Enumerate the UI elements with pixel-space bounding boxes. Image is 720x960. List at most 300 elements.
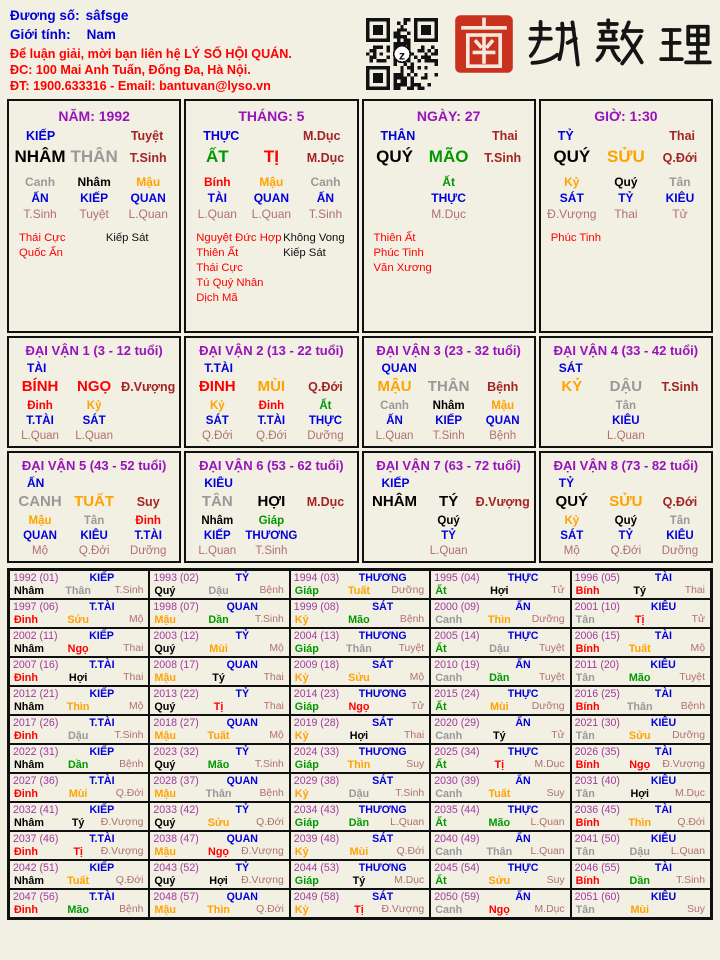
year-cell-top: [153, 572, 285, 584]
year-cell-bottom: [153, 788, 285, 800]
year-god-label: TÀI: [654, 630, 672, 642]
year-cell-top: [13, 804, 145, 816]
hidden-stem-column: [13, 514, 67, 559]
year-cell-bottom: [153, 817, 285, 829]
year-cell: [430, 657, 570, 686]
year-stem: Nhâm: [14, 875, 44, 887]
year-cell-top: [575, 891, 707, 903]
dai-van-title: ĐẠI VẬN 1 (3 - 12 tuổi): [25, 343, 163, 358]
year-cell-top: [434, 746, 566, 758]
dai-van-box: [7, 336, 181, 448]
year-cell-bottom: [434, 759, 566, 771]
year-god-label: QUAN: [226, 659, 258, 671]
hidden-stem: Tân: [669, 175, 691, 189]
dai-van-stage: Đ.Vượng: [121, 380, 176, 394]
dai-van-branch: THÂN: [427, 378, 470, 395]
year-cell: [430, 686, 570, 715]
year-cell-bottom: [13, 585, 145, 597]
year-stage: Suy: [687, 904, 705, 915]
person-name-line: [10, 8, 366, 23]
year-god-label: KIẾP: [89, 572, 115, 584]
hidden-stem-stage: Q.Đới: [202, 429, 233, 442]
four-pillars-section: [0, 99, 720, 333]
year-stage: T.Sinh: [114, 730, 144, 741]
year-cell-top: [153, 775, 285, 787]
hidden-stem-column: [244, 514, 298, 559]
hidden-stem-column: [422, 174, 476, 223]
pillar-title: NGÀY: 27: [416, 108, 481, 124]
year-god-label: SÁT: [372, 717, 394, 729]
dai-van-main-row: [541, 375, 711, 395]
year-cell-top: [434, 630, 566, 642]
year-stem: Mậu: [154, 672, 176, 684]
brand-seal-nam-icon: [454, 14, 514, 74]
hidden-stem-god: T.TÀI: [26, 414, 54, 427]
year-cell-bottom: [434, 585, 566, 597]
year-stem: Canh: [435, 846, 463, 858]
pillar-stage-top: Tuyệt: [130, 129, 164, 143]
year-cell-bottom: [434, 846, 566, 858]
star-item: Phúc Tinh: [550, 231, 601, 244]
year-label: 2040 (49): [434, 833, 480, 845]
year-branch: Sửu: [348, 672, 370, 684]
year-god-label: KIẾP: [89, 630, 114, 642]
year-cell: [149, 831, 289, 860]
dai-van-god-row: [9, 473, 179, 490]
year-stem: Giáp: [294, 585, 319, 597]
year-stem: Canh: [435, 904, 463, 916]
year-cell-bottom: [575, 672, 707, 684]
year-branch: Tý: [352, 875, 366, 887]
year-stem: Bính: [575, 759, 600, 771]
year-god-label: TỶ: [235, 630, 250, 642]
pillar-stage-top: Thai: [669, 129, 695, 143]
year-god-label: ẤN: [515, 891, 531, 903]
year-grid: [7, 568, 713, 920]
year-cell-top: [13, 891, 145, 903]
hidden-stem-god: KIÊU: [665, 191, 695, 206]
dai-van-branch: HỢI: [257, 493, 286, 510]
stars-section: [541, 223, 711, 247]
year-branch: Ngọ: [67, 643, 89, 655]
year-branch: Mão: [348, 614, 370, 626]
year-stem: Ất: [435, 585, 447, 597]
gender-line: [10, 27, 366, 42]
year-cell: [9, 715, 149, 744]
hidden-stem-column: [190, 174, 244, 223]
year-cell: [571, 599, 711, 628]
year-cell-bottom: [294, 643, 426, 655]
year-god-label: THỰC: [507, 804, 539, 816]
year-label: 2012 (21): [13, 688, 59, 700]
year-cell: [290, 889, 430, 918]
year-cell-bottom: [13, 643, 145, 655]
hidden-stem: Quý: [437, 515, 460, 527]
year-stage: Thai: [123, 672, 144, 683]
year-label: 2035 (44): [434, 804, 480, 816]
year-stem: Ất: [435, 643, 447, 655]
hidden-stem: Kỷ: [86, 400, 102, 412]
year-stage: M.Dục: [674, 788, 705, 799]
year-stem: Bính: [575, 585, 600, 597]
auspicious-stars: [374, 232, 461, 277]
year-branch: Tị: [634, 614, 645, 626]
year-cell-top: [13, 659, 145, 671]
year-label: 2039 (48): [293, 833, 340, 845]
year-stage: Bệnh: [119, 759, 144, 770]
hidden-stem: Quý: [614, 515, 638, 527]
hidden-stems: [541, 174, 711, 223]
dai-van-stem: MẬU: [377, 378, 412, 395]
hidden-stem-stage: L.Quan: [128, 207, 168, 222]
dai-van-box: [539, 336, 713, 448]
hidden-stem-stage: Bệnh: [489, 429, 517, 442]
pillar-box: [7, 99, 181, 333]
auspicious-stars: [551, 232, 638, 247]
year-god-label: THỰC: [507, 688, 539, 700]
year-label: 1993 (02): [153, 572, 199, 584]
year-stem: Canh: [435, 788, 463, 800]
hidden-stem-god: THỰC: [431, 191, 466, 206]
year-cell: [290, 686, 430, 715]
hidden-stem: Bính: [203, 175, 231, 189]
year-cell-top: [575, 659, 707, 671]
hidden-stem: Giáp: [258, 515, 285, 527]
year-cell-top: [434, 891, 566, 903]
year-stage: Dưỡng: [531, 701, 565, 712]
hidden-stem-stage: L.Quan: [607, 429, 645, 442]
hidden-stem: Nhâm: [77, 175, 111, 189]
year-stage: Mộ: [269, 643, 284, 654]
year-stem: Canh: [435, 614, 463, 626]
year-stem: Giáp: [294, 817, 319, 829]
year-cell: [430, 860, 570, 889]
dai-van-god-row: [186, 358, 356, 375]
hidden-stem-stage: Dưỡng: [307, 429, 344, 442]
year-stage: Tuyệt: [538, 672, 565, 683]
year-stem: Giáp: [294, 701, 319, 713]
year-stem: Nhâm: [14, 817, 44, 829]
other-stars: [106, 232, 175, 262]
year-cell-top: [153, 601, 285, 613]
hidden-stem: Đinh: [135, 515, 161, 527]
dai-van-branch: DẬU: [609, 378, 643, 395]
year-branch: Tị: [494, 759, 505, 771]
year-branch: Mão: [488, 817, 511, 829]
year-branch: Mùi: [68, 788, 88, 800]
hidden-stem-column: [121, 174, 175, 223]
pillar-box: [184, 99, 358, 333]
dai-van-main-row: [541, 490, 711, 510]
year-cell-top: [575, 717, 707, 729]
year-god-label: ẤN: [515, 717, 531, 729]
hidden-stems: [9, 174, 179, 223]
year-cell-bottom: [13, 614, 145, 626]
year-cell-top: [575, 630, 707, 642]
pillar-title: GIỜ: 1:30: [594, 108, 658, 124]
dai-van-section: [0, 336, 720, 563]
year-cell: [149, 715, 289, 744]
year-cell: [571, 860, 711, 889]
year-branch: Ngọ: [348, 701, 370, 713]
year-stage: Tử: [691, 614, 705, 625]
hidden-stem: Nhâm: [432, 400, 465, 412]
hidden-stems: [364, 174, 534, 223]
year-cell: [430, 889, 570, 918]
dai-van-main-row: [186, 490, 356, 510]
year-branch: Sửu: [488, 875, 511, 887]
calligraphy-so-icon: [592, 15, 646, 73]
hidden-stems: [186, 399, 356, 444]
pillar-main-row: [541, 143, 711, 167]
year-cell-bottom: [153, 672, 285, 684]
hidden-stem-stage: Đ.Vượng: [547, 207, 597, 222]
dai-van-box: [539, 451, 713, 563]
hidden-stem: Ất: [442, 175, 455, 189]
year-cell-top: [434, 804, 566, 816]
year-branch: Dậu: [489, 643, 510, 655]
dai-van-god-label: SÁT: [558, 361, 583, 375]
year-cell-bottom: [153, 585, 285, 597]
year-cell: [571, 715, 711, 744]
year-god-label: ẤN: [515, 833, 531, 845]
year-cell: [571, 657, 711, 686]
stars-section: [364, 223, 534, 277]
dai-van-title: ĐẠI VẬN 7 (63 - 72 tuổi): [376, 458, 521, 473]
pillar-branch: MÃO: [428, 147, 469, 166]
year-stem: Nhâm: [14, 585, 44, 597]
pillar-main-row: [186, 143, 356, 167]
hidden-stem-stage: L.Quan: [75, 429, 113, 442]
year-stage: Q.Đới: [396, 846, 425, 857]
year-cell-bottom: [153, 904, 285, 916]
year-cell: [9, 889, 149, 918]
hidden-stems: [186, 174, 356, 223]
contact-line-3: ĐT: 1900.633316 - Email: bantuvan@lyso.vn: [10, 79, 271, 94]
year-stage: L.Quan: [530, 846, 565, 857]
year-branch: Tị: [354, 904, 364, 916]
year-label: 2020 (29): [434, 717, 480, 729]
calligraphy-ly-icon: [658, 15, 712, 73]
gender-value: Nam: [86, 27, 116, 42]
year-stage: Tử: [551, 730, 565, 741]
dai-van-stage: M.Dục: [306, 495, 345, 509]
year-branch: Dậu: [67, 730, 89, 742]
year-label: 1996 (05): [574, 572, 620, 584]
star-item: Thiên Ất: [373, 231, 416, 244]
hidden-stem-column: [653, 514, 707, 559]
year-god-label: TỶ: [235, 572, 250, 584]
year-label: 2009 (18): [293, 659, 340, 671]
hidden-stem-god: T.TÀI: [134, 529, 162, 542]
year-god-label: T.TÀI: [89, 891, 115, 903]
year-stem: Kỷ: [294, 788, 309, 800]
year-stage: Mộ: [128, 614, 144, 625]
year-god-label: ẤN: [515, 659, 531, 671]
year-stem: Kỷ: [294, 904, 309, 916]
year-cell-top: [575, 775, 707, 787]
year-cell: [290, 570, 430, 599]
auspicious-stars: [19, 232, 106, 262]
year-cell-top: [153, 630, 285, 642]
hidden-stem-stage: L.Quan: [21, 429, 59, 442]
stars-section: [186, 223, 356, 307]
pillar-box: [539, 99, 713, 333]
year-branch: Thìn: [66, 701, 90, 713]
person-name-label: Đương số:: [10, 8, 80, 23]
contact-line-2: ĐC: 100 Mai Anh Tuấn, Đống Đa, Hà Nội.: [10, 63, 251, 78]
year-stage: M.Dục: [394, 875, 425, 886]
hidden-stem-column: [190, 514, 244, 559]
year-cell-bottom: [153, 759, 285, 771]
year-god-label: QUAN: [226, 601, 258, 613]
year-stage: Thai: [403, 730, 425, 741]
year-stage: Đ.Vượng: [100, 846, 144, 857]
year-cell-top: [434, 862, 566, 874]
hidden-stem: Kỷ: [564, 175, 580, 189]
dai-van-main-row: [9, 490, 179, 510]
year-cell: [9, 686, 149, 715]
year-stage: Suy: [406, 759, 425, 770]
report-header: [0, 0, 720, 95]
dai-van-box: [362, 451, 536, 563]
year-cell: [9, 860, 149, 889]
dai-van-title: ĐẠI VẬN 2 (13 - 22 tuổi): [199, 343, 344, 358]
hidden-stem-column: [545, 514, 599, 559]
year-cell: [149, 860, 289, 889]
year-cell-top: [575, 804, 707, 816]
year-branch: Ngọ: [208, 846, 230, 858]
year-branch: Mùi: [490, 701, 509, 713]
year-god-label: KIÊU: [650, 891, 677, 903]
year-label: 2008 (17): [153, 659, 199, 671]
pillar-stem: QUÝ: [553, 147, 591, 166]
year-cell: [430, 831, 570, 860]
year-cell-bottom: [575, 730, 707, 742]
hidden-stem-stage: L.Quan: [429, 544, 468, 557]
year-stem: Tân: [575, 672, 595, 684]
hidden-stem-god: KIÊU: [666, 529, 694, 542]
year-branch: Ngọ: [488, 904, 510, 916]
hidden-stem-god: QUAN: [485, 414, 520, 427]
year-branch: Thân: [626, 701, 653, 713]
hidden-stem: Canh: [25, 175, 56, 189]
year-stage: Thai: [263, 701, 284, 712]
hidden-stem-column: [244, 399, 298, 444]
dai-van-stage: Đ.Vượng: [475, 495, 530, 509]
year-cell-bottom: [434, 788, 566, 800]
year-cell-top: [434, 572, 566, 584]
year-label: 2017 (26): [13, 717, 59, 729]
hidden-stems: [364, 514, 534, 559]
year-branch: Sửu: [67, 614, 89, 626]
year-cell-bottom: [294, 759, 426, 771]
year-branch: Tuất: [207, 730, 230, 742]
hidden-stem-god: KIẾP: [80, 191, 109, 206]
gender-label: Giới tính:: [10, 27, 71, 42]
year-cell: [149, 628, 289, 657]
year-stem: Quý: [154, 875, 176, 887]
dai-van-stage: Q.Đới: [662, 495, 698, 509]
pillar-top-row: [9, 124, 179, 143]
year-cell-bottom: [294, 788, 426, 800]
year-label: 2016 (25): [574, 688, 620, 700]
dai-van-stage: Suy: [136, 495, 160, 509]
pillar-branch: TỊ: [263, 147, 279, 166]
year-label: 2041 (50): [574, 833, 620, 845]
qr-center-letter: z: [398, 48, 406, 63]
year-cell-top: [13, 572, 145, 584]
hidden-stem-stage: Dưỡng: [130, 544, 167, 557]
year-stage: T.Sinh: [114, 585, 144, 596]
year-stem: Tân: [575, 614, 595, 626]
year-label: 2030 (39): [434, 775, 480, 787]
year-branch: Dậu: [629, 846, 650, 858]
hidden-stem-god: THỰC: [308, 414, 343, 427]
hidden-stem: Mậu: [491, 400, 515, 412]
dai-van-stem: CANH: [18, 493, 62, 510]
year-cell-bottom: [13, 788, 145, 800]
star-item: Quốc Ấn: [19, 246, 63, 259]
year-cell-bottom: [575, 759, 707, 771]
year-cell-bottom: [13, 701, 145, 713]
year-cell-bottom: [434, 701, 566, 713]
year-cell-bottom: [294, 875, 426, 887]
year-cell-top: [575, 833, 707, 845]
year-god-label: TỶ: [235, 746, 250, 758]
year-cell-top: [13, 775, 145, 787]
hidden-stem-god: KIÊU: [612, 414, 640, 427]
hidden-stem-god: QUAN: [23, 529, 57, 542]
year-cell-bottom: [153, 643, 285, 655]
year-cell-bottom: [434, 672, 566, 684]
year-god-label: KIẾP: [89, 688, 115, 700]
year-cell: [9, 628, 149, 657]
year-branch: Tuất: [488, 788, 511, 800]
year-stem: Giáp: [294, 759, 319, 771]
year-cell-top: [294, 891, 426, 903]
hidden-stem-stage: Q.Đới: [256, 429, 287, 442]
year-branch: Hợi: [209, 875, 228, 887]
dai-van-god-label: T.TÀI: [204, 361, 233, 375]
year-god-label: QUAN: [226, 717, 258, 729]
year-label: 2006 (15): [574, 630, 620, 642]
year-stem: Kỷ: [294, 730, 309, 742]
dai-van-god-row: [364, 473, 534, 490]
year-stem: Kỷ: [294, 614, 309, 626]
hidden-stem-god: KIẾP: [435, 414, 463, 427]
hidden-stem-stage: Dưỡng: [661, 544, 699, 557]
year-stem: Canh: [435, 730, 463, 742]
dai-van-stage: T.Sinh: [661, 380, 699, 394]
year-stage: Đ.Vượng: [381, 904, 425, 915]
year-stage: Q.Đới: [256, 904, 284, 915]
year-god-label: T.TÀI: [89, 775, 115, 787]
star-item: Thái Cực: [19, 231, 66, 244]
year-label: 2022 (31): [13, 746, 59, 758]
person-info: [10, 8, 366, 94]
year-cell-bottom: [13, 672, 145, 684]
year-cell: [571, 889, 711, 918]
year-branch: Thìn: [347, 759, 371, 771]
year-god-label: TÀI: [654, 572, 672, 584]
year-stage: Thai: [263, 672, 284, 683]
dai-van-branch: SỬU: [609, 493, 643, 510]
year-branch: Dậu: [348, 788, 370, 800]
pillar-main-row: [364, 143, 534, 167]
dai-van-box: [7, 451, 181, 563]
year-stage: Mộ: [690, 643, 705, 654]
